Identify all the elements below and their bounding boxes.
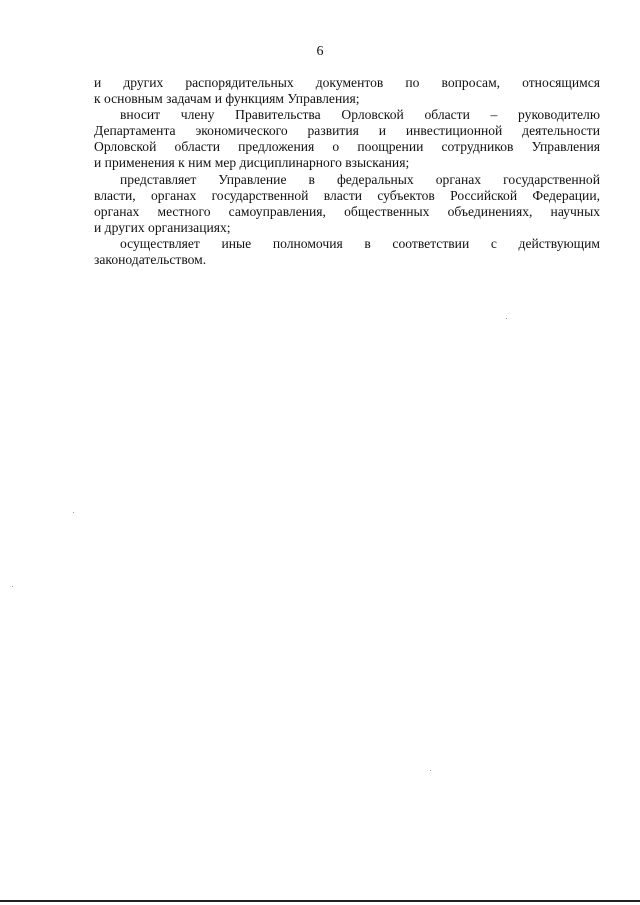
text-line: вносит члену Правительства Орловской области – руководителю (120, 107, 600, 123)
page-number: 6 (316, 44, 324, 59)
paragraph-proposals (94, 107, 600, 171)
text-line: Департамента экономического развития и инвестиционной деятельности (94, 123, 600, 139)
scan-speck (506, 318, 507, 319)
text-line: органах местного самоуправления, общественных объединениях, научных (94, 203, 600, 219)
scan-speck (430, 770, 431, 771)
text-line: Орловской области предложения о поощрении сотрудников Управления (94, 139, 600, 155)
text-line: власти, органах государственной власти субъектов Российской Федерации, (94, 187, 600, 203)
text-line: представляет Управление в федеральных органах государственной (120, 171, 600, 187)
text-line: к основным задачам и функциям Управления; (94, 91, 360, 107)
text-line: осуществляет иные полномочия в соответствии с действующим (120, 235, 600, 251)
paragraph-continuation (94, 75, 600, 107)
paragraph-other-powers (94, 236, 600, 268)
text-line: и применения к ним мер дисциплинарного взыскания; (94, 155, 410, 171)
text-line: законодательством. (94, 252, 207, 268)
document-body (94, 75, 600, 268)
paragraph-representation (94, 172, 600, 236)
scan-speck (73, 512, 74, 513)
scan-edge-line (0, 900, 640, 902)
text-line: и других распорядительных документов по вопросам, относящимся (94, 75, 600, 90)
text-line: и других организациях; (94, 219, 231, 235)
scan-speck (12, 586, 13, 587)
